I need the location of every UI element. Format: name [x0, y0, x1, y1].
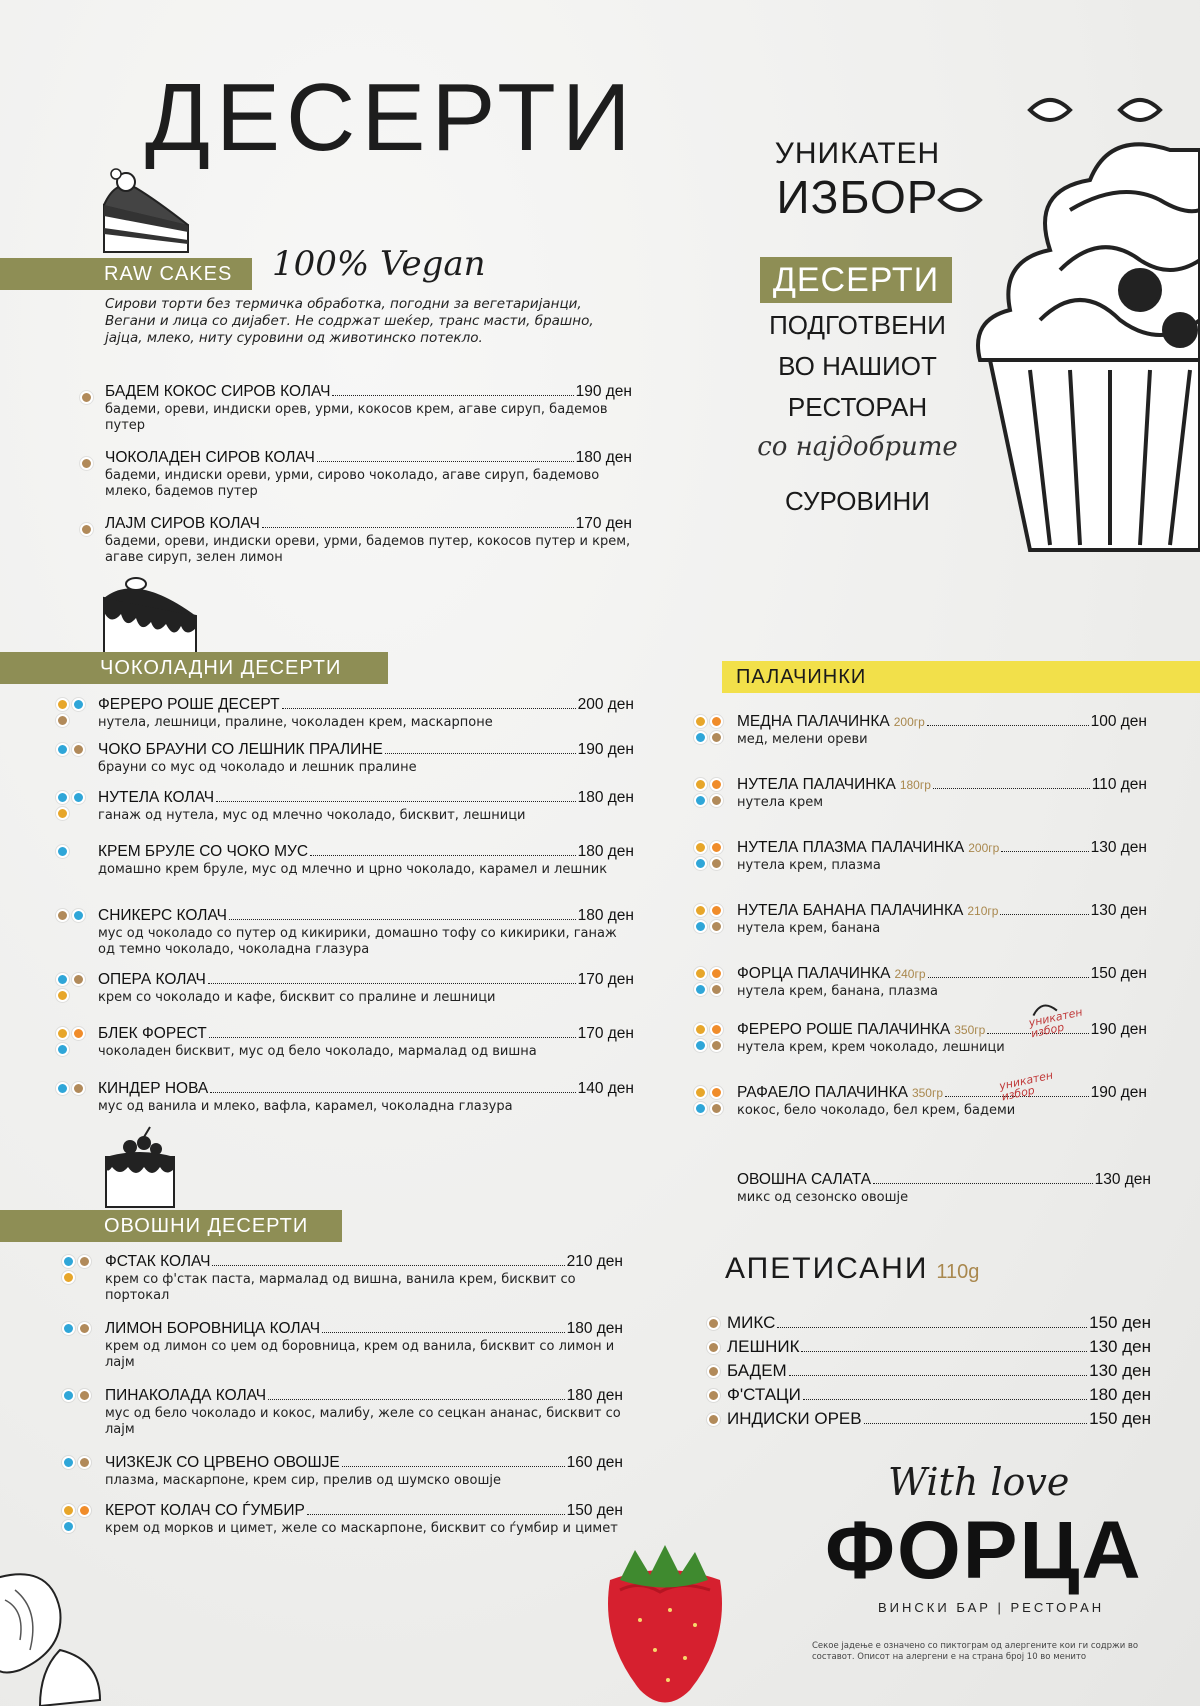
allergen-dot-icon	[56, 743, 69, 756]
allergen-dot-icon	[694, 904, 707, 917]
allergen-dot-icon	[62, 1322, 75, 1335]
allergen-dot-icon	[694, 778, 707, 791]
item-description: бадеми, индиски ореви, урми, сирово чоколадо, агаве сируп, бадемово млеко, бадемов путер	[105, 468, 600, 499]
item-name: ЛЕШНИК	[727, 1337, 800, 1356]
cherry-cake-icon	[100, 1125, 180, 1210]
item-name: НУТЕЛА ПАЛАЧИНКА	[737, 776, 896, 793]
choice-text: ИЗБОР	[776, 171, 939, 223]
appetizer-item	[727, 1385, 1151, 1405]
promo-line-restaurant: РЕСТОРАН	[787, 392, 928, 422]
allergen-dot-icon	[707, 1413, 720, 1426]
item-description: крем со чоколадо и кафе, бисквит со пралине и лешници	[98, 990, 496, 1005]
leader-dots	[777, 1327, 1087, 1328]
allergen-icons	[62, 1504, 96, 1533]
item-line	[98, 696, 634, 714]
raw-cakes-band	[0, 258, 252, 290]
item-name: СНИКЕРС КОЛАЧ	[98, 907, 227, 924]
item-line	[737, 902, 1147, 920]
allergen-dot-icon	[78, 1456, 91, 1469]
item-price: 140 ден	[577, 1080, 634, 1097]
menu-item	[105, 1502, 623, 1537]
item-name: ИНДИСКИ ОРЕВ	[727, 1409, 862, 1428]
allergen-icons	[80, 391, 114, 404]
menu-item	[98, 1025, 634, 1060]
leader-dots	[1000, 914, 1088, 915]
appetizers-title-text: АПЕТИСАНИ	[725, 1252, 929, 1285]
allergen-dot-icon	[707, 1341, 720, 1354]
item-name: ЧОКОЛАДЕН СИРОВ КОЛАЧ	[105, 449, 315, 466]
appetizers-weight: 110g	[936, 1261, 980, 1283]
leader-dots	[282, 708, 576, 709]
logo-subtitle: ВИНСКИ БАР | РЕСТОРАН	[878, 1600, 1105, 1615]
allergen-icons	[694, 778, 728, 807]
allergen-dot-icon	[72, 1082, 85, 1095]
item-description: нутела крем, банана	[737, 921, 881, 936]
allergen-dot-icon	[78, 1255, 91, 1268]
leader-dots	[307, 1514, 565, 1515]
menu-item	[105, 1387, 623, 1438]
chocolate-desserts-label: ЧОКОЛАДНИ ДЕСЕРТИ	[100, 657, 342, 679]
leader-dots	[210, 1092, 575, 1093]
item-name: КЕРОТ КОЛАЧ СО ЃУМБИР	[105, 1502, 305, 1519]
item-line	[727, 1409, 1151, 1429]
item-price: 150 ден	[1089, 1313, 1151, 1332]
item-price: 180 ден	[577, 789, 634, 806]
item-price: 190 ден	[1090, 1021, 1147, 1038]
allergen-dot-icon	[707, 1365, 720, 1378]
allergen-dot-icon	[694, 1086, 707, 1099]
allergen-dot-icon	[694, 794, 707, 807]
item-line	[105, 383, 632, 401]
allergen-dot-icon	[710, 1102, 723, 1115]
item-name: ФЕРЕРО РОШЕ ДЕСЕРТ	[98, 696, 280, 713]
allergen-dot-icon	[710, 857, 723, 870]
allergen-dot-icon	[694, 1102, 707, 1115]
allergen-dot-icon	[694, 1023, 707, 1036]
menu-item	[98, 741, 634, 776]
item-price: 200 ден	[577, 696, 634, 713]
unique-text: УНИКАТЕН	[774, 137, 941, 170]
allergen-dot-icon	[707, 1389, 720, 1402]
menu-item	[105, 1253, 623, 1304]
strawberry-icon	[590, 1540, 740, 1706]
item-price: 130 ден	[1090, 902, 1147, 919]
pancakes-label: ПАЛАЧИНКИ	[736, 666, 867, 688]
item-line	[727, 1337, 1151, 1357]
allergen-dot-icon	[694, 715, 707, 728]
item-name: БАДЕМ КОКОС СИРОВ КОЛАЧ	[105, 383, 331, 400]
allergen-dot-icon	[56, 1043, 69, 1056]
item-price: 190 ден	[575, 383, 632, 400]
allergen-icons	[80, 457, 114, 470]
menu-item	[105, 383, 632, 434]
item-price: 160 ден	[566, 1454, 623, 1471]
allergen-dot-icon	[710, 778, 723, 791]
item-description: нутела крем, плазма	[737, 858, 881, 873]
item-description: ганаж од нутела, мус од млечно чоколадо, бисквит, лешници	[98, 808, 526, 823]
allergen-dot-icon	[707, 1317, 720, 1330]
item-price: 130 ден	[1094, 1171, 1151, 1188]
allergen-dot-icon	[56, 791, 69, 804]
allergen-dot-icon	[62, 1271, 75, 1284]
allergen-dot-icon	[710, 967, 723, 980]
item-name: ОПЕРА КОЛАЧ	[98, 971, 206, 988]
almond-icon	[0, 1570, 110, 1706]
item-price: 170 ден	[577, 1025, 634, 1042]
allergen-dot-icon	[72, 743, 85, 756]
allergen-dot-icon	[62, 1389, 75, 1402]
item-price: 210 ден	[566, 1253, 623, 1270]
allergen-dot-icon	[694, 731, 707, 744]
allergen-dot-icon	[710, 1039, 723, 1052]
item-weight: 350гр	[954, 1023, 986, 1037]
fruit-desserts-band	[0, 1210, 342, 1242]
item-description: домашно крем бруле, мус од млечно и црно чоколадо, карамел и лешник	[98, 862, 608, 877]
item-price: 180 ден	[577, 843, 634, 860]
allergen-dot-icon	[78, 1322, 91, 1335]
menu-item-fruit-salad	[737, 1171, 1151, 1206]
menu-item	[98, 1080, 634, 1115]
allergen-dot-icon	[56, 909, 69, 922]
item-name: МЕДНА ПАЛАЧИНКА	[737, 713, 890, 730]
allergen-icons	[62, 1322, 96, 1335]
menu-item	[98, 696, 634, 731]
menu-item	[737, 1084, 1147, 1119]
allergen-icons	[56, 1027, 90, 1056]
item-name: НУТЕЛА БАНАНА ПАЛАЧИНКА	[737, 902, 964, 919]
item-price: 150 ден	[1090, 965, 1147, 982]
allergen-dot-icon	[710, 731, 723, 744]
item-price: 180 ден	[577, 907, 634, 924]
menu-item	[98, 971, 634, 1006]
allergen-dot-icon	[62, 1504, 75, 1517]
leader-dots	[229, 919, 576, 920]
leader-dots	[789, 1375, 1087, 1376]
allergen-dot-icon	[72, 909, 85, 922]
allergen-icons	[694, 1086, 728, 1115]
leader-dots	[268, 1399, 565, 1400]
item-price: 150 ден	[1089, 1409, 1151, 1428]
allergen-dot-icon	[710, 904, 723, 917]
item-name: ПИНАКОЛАДА КОЛАЧ	[105, 1387, 267, 1404]
chocolate-desserts-band	[0, 652, 388, 684]
allergen-dot-icon	[710, 841, 723, 854]
item-line	[98, 789, 634, 807]
allergen-dot-icon	[56, 1082, 69, 1095]
allergen-icons	[694, 715, 728, 744]
appetizer-item	[727, 1337, 1151, 1357]
allergen-dot-icon	[56, 807, 69, 820]
item-name: ЧИЗКЕЈК СО ЦРВЕНО ОВОШЈЕ	[105, 1454, 340, 1471]
raw-cakes-label: RAW CAKES	[104, 263, 233, 285]
allergen-icons	[56, 791, 90, 820]
item-description: мус од чоколадо со путер од кикирики, домашно тофу со кикирики, ганаж од темно чоколадо, чоколадна глазура	[98, 926, 617, 957]
item-description: плазма, маскарпоне, крем сир, прелив од шумско овошје	[105, 1473, 502, 1488]
item-price: 170 ден	[575, 515, 632, 532]
leader-dots	[864, 1423, 1088, 1424]
item-price: 130 ден	[1090, 839, 1147, 856]
allergen-icons	[56, 845, 90, 858]
menu-item	[737, 839, 1147, 874]
page-title: ДЕСЕРТИ	[145, 64, 637, 171]
with-love-script: With love	[888, 1460, 1070, 1504]
allergen-dot-icon	[80, 457, 93, 470]
leader-dots	[933, 788, 1090, 789]
leader-dots	[317, 461, 574, 462]
allergen-dot-icon	[72, 1027, 85, 1040]
leader-dots	[1001, 851, 1088, 852]
item-price: 150 ден	[566, 1502, 623, 1519]
item-description: нутела крем, банана, плазма	[737, 984, 938, 999]
promo-line-prepared: ПОДГОТВЕНИ	[769, 310, 946, 340]
menu-item	[737, 902, 1147, 937]
item-price: 180 ден	[566, 1387, 623, 1404]
item-description: бадеми, ореви, индиски орев, урми, кокосов крем, агаве сируп, бадемов путер	[105, 402, 608, 433]
item-description: бадеми, ореви, индиски ореви, урми, бадемов путер, кокосов путер и крем, агаве сируп, зелен лимон	[105, 534, 631, 565]
item-name: ФОРЦА ПАЛАЧИНКА	[737, 965, 891, 982]
stamp-text: уникатен избор	[998, 1068, 1055, 1104]
item-weight: 350гр	[911, 1086, 944, 1100]
item-weight: 200гр	[893, 715, 925, 729]
allergen-dot-icon	[78, 1389, 91, 1402]
promo-script-best: со најдобрите	[757, 432, 958, 462]
allergen-dot-icon	[56, 845, 69, 858]
item-description: нутела крем, крем чоколадо, лешници	[737, 1040, 1005, 1055]
item-name: НУТЕЛА КОЛАЧ	[98, 789, 215, 806]
item-line	[105, 1502, 623, 1520]
item-name: МИКС	[727, 1313, 776, 1332]
item-line	[737, 839, 1147, 857]
allergen-icons	[56, 973, 90, 1002]
item-weight: 200гр	[968, 841, 1000, 855]
allergen-dot-icon	[56, 973, 69, 986]
item-description: кокос, бело чоколадо, бел крем, бадеми	[737, 1103, 1016, 1118]
item-name: НУТЕЛА ПЛАЗМА ПАЛАЧИНКА	[737, 839, 965, 856]
vegan-label: 100% Vegan	[272, 244, 486, 284]
allergen-dot-icon	[62, 1456, 75, 1469]
allergen-icons	[56, 909, 90, 922]
chocolate-cake-icon	[96, 568, 206, 658]
raw-cakes-intro: Сирови торти без термичка обработка, погодни за вегетаријанци, Вегани и лица со дијабет. Не содржат шеќер, транс масти, брашно, јајца, млеко, ниту суровини од животинско потекло.	[105, 296, 594, 346]
leader-dots	[803, 1399, 1087, 1400]
cake-slice-icon	[96, 160, 196, 260]
item-name: ЛАЈМ СИРОВ КОЛАЧ	[105, 515, 260, 532]
item-line	[737, 1021, 1147, 1039]
item-line	[737, 1084, 1147, 1102]
allergen-dot-icon	[694, 920, 707, 933]
menu-item	[105, 515, 632, 566]
item-line	[105, 1320, 623, 1338]
menu-item	[737, 965, 1147, 1000]
allergen-icons	[56, 1082, 90, 1095]
item-description: мед, мелени ореви	[737, 732, 868, 747]
item-description: крем од морков и цимет, желе со маскарпоне, бисквит со ѓумбир и цимет	[105, 1521, 618, 1536]
allergen-dot-icon	[80, 523, 93, 536]
item-line	[727, 1385, 1151, 1405]
allergen-dot-icon	[56, 1027, 69, 1040]
item-weight: 180гр	[899, 778, 931, 792]
item-description: нутела крем	[737, 795, 824, 810]
item-price: 130 ден	[1089, 1361, 1151, 1380]
item-line	[98, 971, 634, 989]
allergen-dot-icon	[694, 967, 707, 980]
item-name: РАФАЕЛО ПАЛАЧИНКА	[737, 1084, 908, 1101]
item-line	[98, 1080, 634, 1098]
leader-dots	[928, 977, 1089, 978]
item-description: микс од сезонско овошје	[737, 1190, 909, 1205]
allergen-icons	[694, 967, 728, 996]
item-price: 190 ден	[577, 741, 634, 758]
item-line	[105, 1454, 623, 1472]
leader-dots	[262, 527, 574, 528]
allergen-icons	[62, 1456, 96, 1469]
item-price: 110 ден	[1091, 776, 1147, 793]
item-description: чоколаден бисквит, мус од бело чоколадо, мармалад од вишна	[98, 1044, 537, 1059]
item-line	[105, 1387, 623, 1405]
allergen-footnote: Секое јадење е означено со пиктограм од алергените кои ги содржи во составот. Описот на алергени е на страна број 10 во менито	[812, 1641, 1139, 1662]
leader-dots	[212, 1265, 564, 1266]
item-name: ЧОКО БРАУНИ СО ЛЕШНИК ПРАЛИНЕ	[98, 741, 383, 758]
item-description: брауни со мус од чоколадо и лешник пралине	[98, 760, 417, 775]
item-price: 190 ден	[1090, 1084, 1147, 1101]
allergen-dot-icon	[72, 791, 85, 804]
allergen-dot-icon	[78, 1504, 91, 1517]
item-name: Ф'СТАЦИ	[727, 1385, 801, 1404]
allergen-dot-icon	[72, 698, 85, 711]
item-description: мус од ванила и млеко, вафла, карамел, чоколадна глазура	[98, 1099, 513, 1114]
allergen-dot-icon	[56, 989, 69, 1002]
item-name: ФЕРЕРО РОШЕ ПАЛАЧИНКА	[737, 1021, 951, 1038]
menu-item	[105, 1320, 623, 1371]
allergen-icons	[694, 841, 728, 870]
desserts-box: ДЕСЕРТИ	[760, 257, 952, 303]
allergen-dot-icon	[710, 1086, 723, 1099]
allergen-icons	[694, 1023, 728, 1052]
allergen-icons	[62, 1389, 96, 1402]
allergen-icons	[56, 698, 90, 727]
item-name: КИНДЕР НОВА	[98, 1080, 209, 1097]
item-price: 100 ден	[1090, 713, 1147, 730]
item-line	[737, 776, 1147, 794]
leader-dots	[216, 801, 576, 802]
leader-dots	[332, 395, 573, 396]
leader-dots	[209, 1037, 576, 1038]
item-line	[105, 1253, 623, 1271]
allergen-dot-icon	[62, 1255, 75, 1268]
menu-item	[105, 449, 632, 500]
menu-item	[105, 1454, 623, 1489]
item-price: 180 ден	[1089, 1385, 1151, 1404]
forca-logo: ФОРЦА	[825, 1505, 1143, 1596]
item-line	[98, 741, 634, 759]
leader-dots	[385, 753, 576, 754]
leader-dots	[208, 983, 576, 984]
item-line	[727, 1313, 1151, 1333]
item-weight: 240гр	[894, 967, 926, 981]
promo-line-in-our: ВО НАШИОТ	[778, 351, 937, 381]
allergen-dot-icon	[710, 920, 723, 933]
item-price: 130 ден	[1089, 1337, 1151, 1356]
item-description: крем со ф'стак паста, мармалад од вишна, ванила крем, бисквит со портокал	[105, 1272, 576, 1303]
allergen-dot-icon	[694, 983, 707, 996]
allergen-icons	[56, 743, 90, 756]
allergen-dot-icon	[56, 698, 69, 711]
item-name: БЛЕК ФОРЕСТ	[98, 1025, 207, 1042]
item-line	[737, 965, 1147, 983]
allergen-dot-icon	[710, 983, 723, 996]
item-name: КРЕМ БРУЛЕ СО ЧОКО МУС	[98, 843, 309, 860]
item-name: БАДЕМ	[727, 1361, 787, 1380]
appetizer-item	[727, 1409, 1151, 1429]
allergen-dot-icon	[710, 1023, 723, 1036]
allergen-dot-icon	[56, 714, 69, 727]
menu-item	[98, 907, 634, 958]
leader-dots	[873, 1183, 1092, 1184]
fruit-desserts-label: ОВОШНИ ДЕСЕРТИ	[104, 1215, 309, 1237]
leader-dots	[342, 1466, 565, 1467]
appetizer-item	[727, 1313, 1151, 1333]
allergen-dot-icon	[710, 715, 723, 728]
allergen-icons	[80, 523, 114, 536]
item-line	[98, 1025, 634, 1043]
item-name: ЛИМОН БОРОВНИЦА КОЛАЧ	[105, 1320, 321, 1337]
pancakes-band	[722, 661, 1200, 693]
allergen-dot-icon	[694, 841, 707, 854]
item-description: мус од бело чоколадо и кокос, малибу, желе со сецкан ананас, бисквит со лајм	[105, 1406, 621, 1437]
item-line	[737, 713, 1147, 731]
allergen-dot-icon	[72, 973, 85, 986]
menu-item	[98, 789, 634, 824]
item-weight: 210гр	[967, 904, 999, 918]
promo-line-ingredients: СУРОВИНИ	[785, 486, 930, 516]
item-name: ОВОШНА САЛАТА	[737, 1171, 872, 1188]
item-price: 170 ден	[577, 971, 634, 988]
allergen-icons	[694, 904, 728, 933]
appetizer-item	[727, 1361, 1151, 1381]
cupcake-icon	[970, 90, 1200, 560]
item-price: 180 ден	[566, 1320, 623, 1337]
allergen-dot-icon	[80, 391, 93, 404]
item-name: ФСТАК КОЛАЧ	[105, 1253, 211, 1270]
leader-dots	[927, 725, 1089, 726]
allergen-icons	[62, 1255, 96, 1284]
menu-item	[98, 843, 634, 878]
leader-dots	[801, 1351, 1087, 1352]
item-line	[105, 515, 632, 533]
menu-item	[737, 713, 1147, 748]
allergen-dot-icon	[710, 794, 723, 807]
allergen-dot-icon	[694, 857, 707, 870]
appetizers-title	[725, 1252, 979, 1286]
allergen-dot-icon	[62, 1520, 75, 1533]
item-line	[98, 907, 634, 925]
item-price: 180 ден	[575, 449, 632, 466]
item-description: нутела, лешници, пралине, чоколаден крем, маскарпоне	[98, 715, 493, 730]
item-line	[98, 843, 634, 861]
leader-dots	[322, 1332, 565, 1333]
item-description: крем од лимон со џем од боровница, крем од ванила, бисквит со лимон и лајм	[105, 1339, 615, 1370]
leader-dots	[310, 855, 576, 856]
allergen-dot-icon	[694, 1039, 707, 1052]
item-line	[105, 449, 632, 467]
menu-item	[737, 776, 1147, 811]
stamp-text: уникатен избор	[1027, 1005, 1084, 1041]
item-line	[727, 1361, 1151, 1381]
